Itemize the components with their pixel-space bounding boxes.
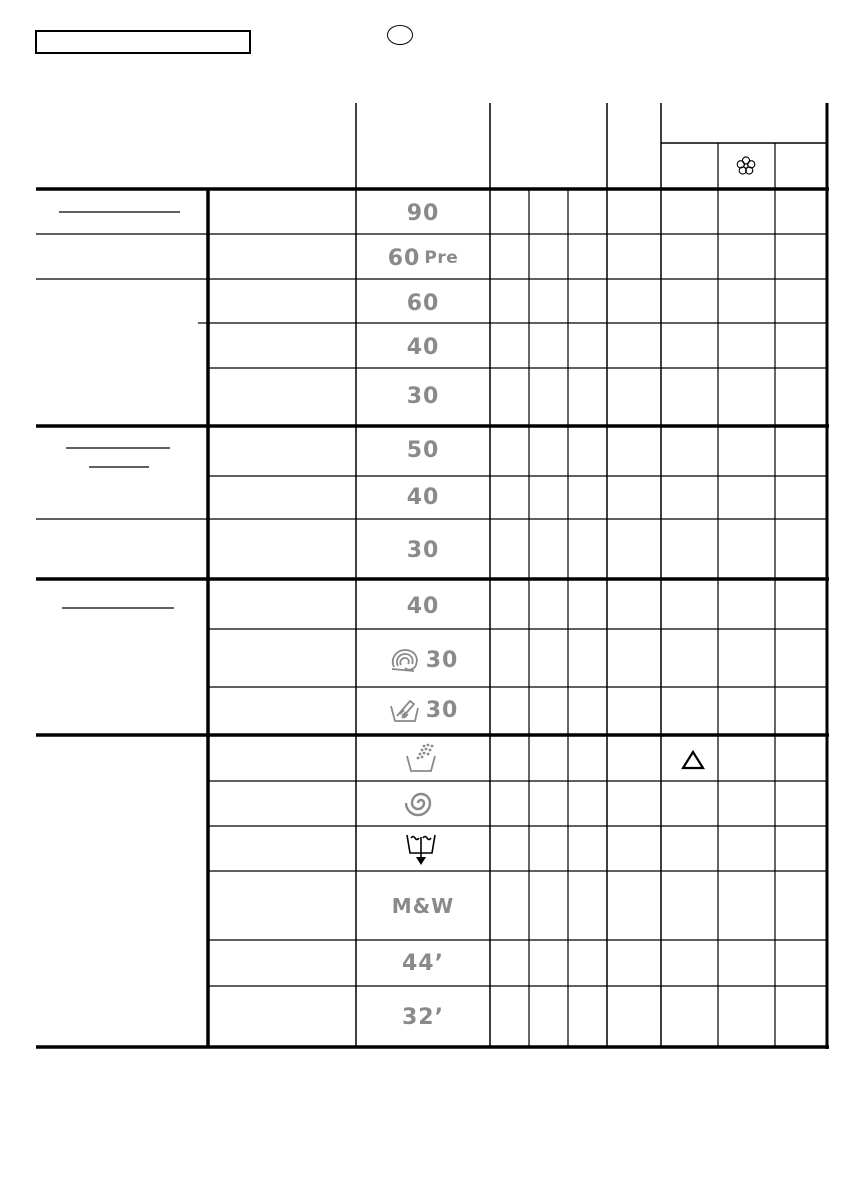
wool-icon (388, 645, 422, 675)
program-60 (356, 289, 490, 317)
program-label: 30 (425, 647, 459, 673)
spin-icon (405, 787, 437, 819)
program-label: 50 (406, 437, 440, 463)
warning-triangle-icon (680, 749, 706, 771)
program-40-synthetic (356, 483, 490, 511)
program-30-synthetic (356, 536, 490, 564)
flower-icon (735, 155, 757, 177)
program-spin (356, 786, 490, 820)
program-label: 30 (406, 383, 440, 409)
program-mixed-wash (356, 892, 490, 920)
program-label: 40 (406, 484, 440, 510)
program-label: 40 (406, 334, 440, 360)
program-label: 44’ (402, 950, 444, 976)
program-hand-wash-30 (356, 695, 490, 725)
program-wool-30 (356, 643, 490, 677)
program-32-min (356, 1003, 490, 1031)
program-label: 30 (425, 697, 459, 723)
program-label: 60 (406, 290, 440, 316)
program-label: 30 (406, 537, 440, 563)
program-44-min (356, 949, 490, 977)
program-40 (356, 333, 490, 361)
program-40-delicate (356, 592, 490, 620)
program-30 (356, 382, 490, 410)
program-50 (356, 436, 490, 464)
program-60-pre (356, 244, 490, 272)
program-label: 60 (387, 245, 421, 271)
program-rinse (356, 741, 490, 775)
program-label: 32’ (402, 1004, 444, 1030)
program-suffix: Pre (424, 248, 459, 268)
program-90 (356, 199, 490, 227)
program-label: 90 (406, 200, 440, 226)
program-label: 40 (406, 593, 440, 619)
program-label: M&W (391, 894, 455, 918)
program-drain (356, 830, 490, 868)
rinse-icon (404, 742, 438, 774)
drain-icon (403, 831, 439, 867)
hand-wash-icon (388, 696, 422, 724)
